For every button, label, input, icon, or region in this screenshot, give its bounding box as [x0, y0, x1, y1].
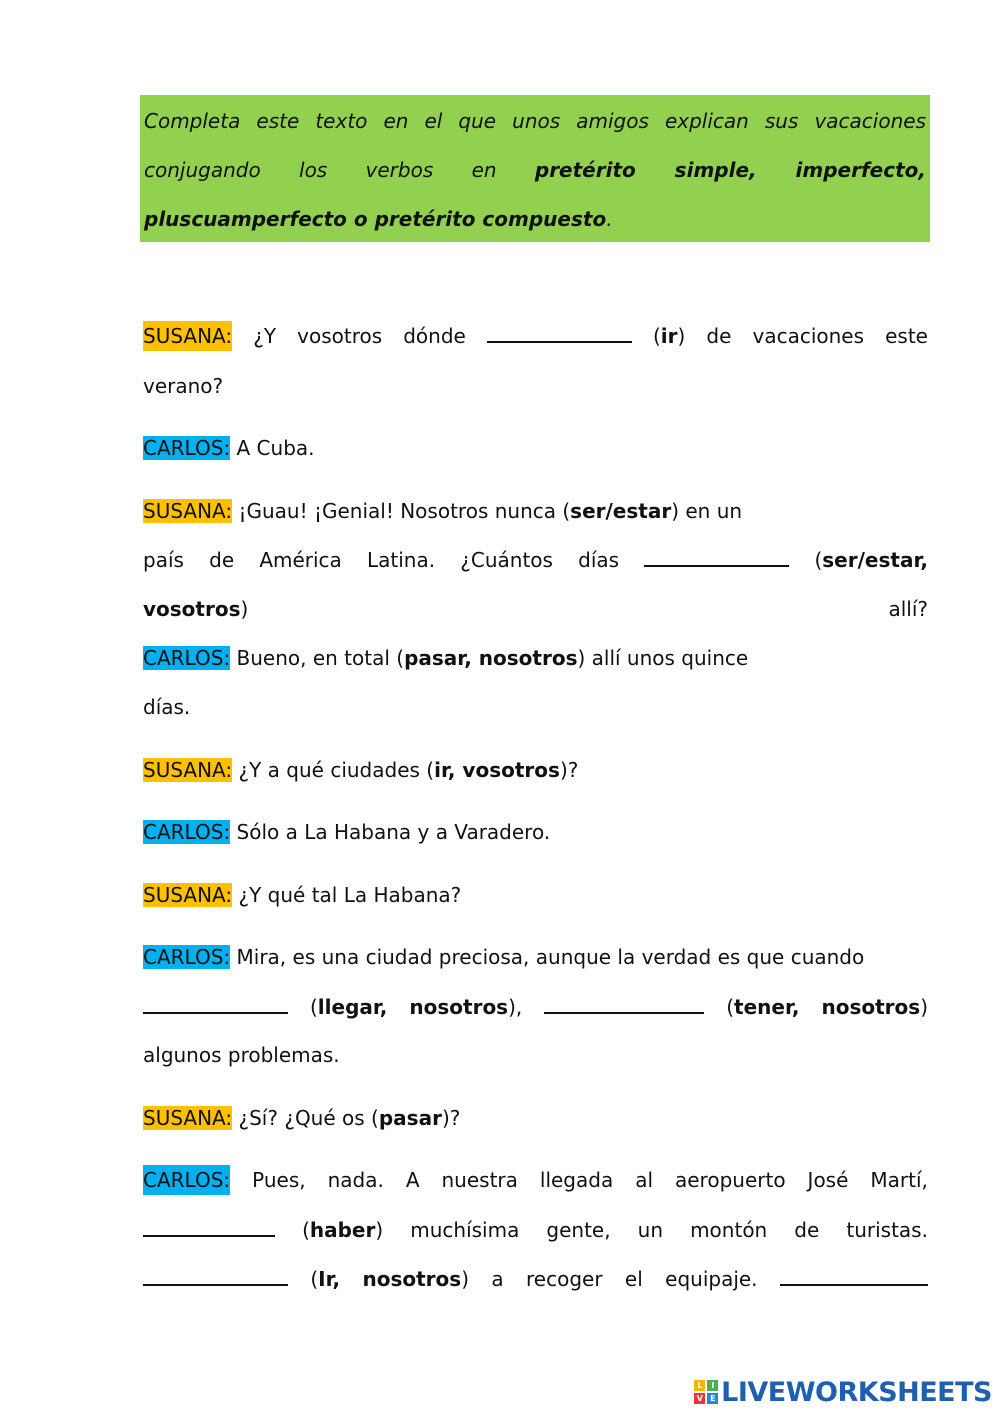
paren: )? — [559, 758, 579, 782]
dialogue-line — [143, 1264, 928, 1294]
text: de — [794, 1218, 820, 1242]
paren: ( — [562, 499, 571, 523]
dialogue-line — [143, 1103, 928, 1133]
verb: ser/estar — [570, 499, 672, 523]
paren: ), — [508, 995, 523, 1019]
verb: pasar, nosotros — [404, 646, 578, 670]
verb-hint — [143, 594, 248, 624]
verb-hint — [409, 992, 522, 1022]
liveworksheets-logo[interactable] — [694, 1374, 992, 1410]
text: muchísima — [410, 1218, 520, 1242]
dialogue-line — [143, 692, 928, 722]
text: a — [491, 1267, 504, 1291]
verb: nosotros — [409, 995, 509, 1019]
speaker-susana: SUSANA: — [143, 1106, 233, 1130]
instructions-period: . — [606, 207, 613, 231]
paren: ( — [371, 1106, 379, 1130]
text: equipaje. — [665, 1267, 758, 1291]
text: aeropuerto — [675, 1168, 786, 1192]
answer-blank[interactable] — [644, 545, 789, 567]
verb: vosotros — [143, 597, 241, 621]
text: recoger — [526, 1267, 603, 1291]
text: América — [259, 548, 342, 572]
paren: ) — [677, 324, 686, 348]
text: José — [807, 1168, 849, 1192]
dialogue-line — [143, 817, 928, 847]
answer-blank[interactable] — [487, 321, 632, 343]
dialogue-line — [143, 433, 928, 463]
text: Mira, es una ciudad preciosa, aunque la verdad es que cuando — [236, 945, 865, 969]
verb-hint — [653, 321, 685, 351]
text: A — [405, 1168, 420, 1192]
verb: Ir, — [318, 1267, 341, 1291]
paren: ( — [814, 548, 823, 572]
text: dónde — [403, 324, 466, 348]
verb-hint — [310, 992, 387, 1022]
logo-mark-letter: L — [694, 1380, 705, 1391]
verb-hint — [310, 1264, 340, 1294]
text: llegada — [539, 1168, 614, 1192]
text: al — [635, 1168, 654, 1192]
speaker-susana: SUSANA: — [143, 883, 233, 907]
paren: ) — [461, 1267, 470, 1291]
speaker-susana: SUSANA: — [143, 758, 233, 782]
dialogue-line — [143, 321, 928, 351]
speaker-carlos: CARLOS: — [143, 820, 231, 844]
verb-hint — [814, 545, 928, 575]
paren: ( — [310, 1267, 319, 1291]
text: Martí, — [870, 1168, 928, 1192]
speaker-carlos: CARLOS: — [143, 945, 231, 969]
verb-hint — [726, 992, 799, 1022]
instructions-text: Completa este texto en el que unos amigos explican sus vacaciones conjugando los verbos en — [144, 109, 926, 182]
text: allí? — [888, 597, 928, 621]
paren: ) — [375, 1218, 384, 1242]
dialogue-line — [143, 594, 928, 624]
paren: ) — [920, 995, 928, 1019]
text: vosotros — [297, 324, 383, 348]
paren: ( — [309, 995, 318, 1019]
text: ¡Guau! ¡Genial! Nosotros nunca — [238, 499, 563, 523]
dialogue-line — [143, 496, 928, 526]
logo-mark-letter: E — [707, 1393, 718, 1404]
paren: ( — [426, 758, 435, 782]
paren: ) — [240, 597, 249, 621]
speaker-susana: SUSANA: — [143, 321, 232, 351]
text: ¿Sí? ¿Qué os — [238, 1106, 372, 1130]
text: país — [143, 548, 184, 572]
text: ¿Y — [253, 324, 277, 348]
dialogue-line — [143, 1040, 928, 1070]
paren: ( — [396, 646, 405, 670]
verb: ir, vosotros — [434, 758, 560, 782]
verb: ser/estar, — [822, 548, 928, 572]
text: A Cuba. — [236, 436, 315, 460]
dialogue-line — [143, 371, 928, 401]
text: de — [706, 324, 732, 348]
answer-blank[interactable] — [544, 992, 704, 1014]
text: verano? — [143, 374, 224, 398]
text: este — [885, 324, 928, 348]
text: gente, — [546, 1218, 611, 1242]
text: vacaciones — [752, 324, 865, 348]
dialogue-line — [143, 545, 928, 575]
dialogue-line — [143, 992, 928, 1022]
answer-blank[interactable] — [143, 992, 288, 1014]
verb: llegar, — [317, 995, 388, 1019]
text: montón — [690, 1218, 768, 1242]
speaker-carlos: CARLOS: — [143, 1165, 230, 1195]
liveworksheets-logo-icon — [694, 1380, 718, 1404]
text: nuestra — [441, 1168, 518, 1192]
dialogue-line — [143, 755, 928, 785]
speaker-carlos: CARLOS: — [143, 436, 231, 460]
answer-blank[interactable] — [143, 1264, 288, 1286]
text: el — [624, 1267, 643, 1291]
verb-hint — [821, 992, 928, 1022]
paren: )? — [441, 1106, 461, 1130]
verb-hint — [363, 1264, 470, 1294]
paren: ( — [652, 324, 661, 348]
paren: ( — [302, 1218, 310, 1242]
dialogue-line — [143, 1165, 928, 1195]
verb: pasar — [378, 1106, 442, 1130]
text: Latina. — [367, 548, 436, 572]
dialogue-line — [143, 942, 928, 972]
paren: ( — [726, 995, 735, 1019]
text: ) en un — [671, 499, 743, 523]
text: algunos problemas. — [143, 1043, 340, 1067]
logo-mark-letter: V — [694, 1393, 705, 1404]
dialogue-line — [143, 880, 928, 910]
text: ¿Cuántos — [460, 548, 553, 572]
text: ¿Y a qué ciudades — [238, 758, 427, 782]
text: días — [578, 548, 620, 572]
logo-mark-letter: I — [707, 1380, 718, 1391]
text: ) allí unos quince — [577, 646, 749, 670]
text: nada. — [327, 1168, 384, 1192]
dialogue-line — [143, 1215, 928, 1245]
text: de — [209, 548, 235, 572]
speaker-carlos: CARLOS: — [143, 646, 231, 670]
text: Pues, — [252, 1168, 306, 1192]
answer-blank[interactable] — [143, 1215, 275, 1237]
verb: nosotros — [821, 995, 921, 1019]
verb: nosotros — [362, 1267, 462, 1291]
verb: haber — [309, 1218, 376, 1242]
verb-hint — [302, 1215, 383, 1245]
text: Bueno, en total — [236, 646, 397, 670]
text: días. — [143, 695, 191, 719]
text: ¿Y qué tal La Habana? — [238, 883, 462, 907]
text: un — [637, 1218, 664, 1242]
text: turistas. — [846, 1218, 928, 1242]
instructions-bold-tenses: pretérito simple, imperfecto, pluscuamperfecto o pretérito compuesto — [144, 158, 926, 231]
dialogue-line — [143, 643, 928, 673]
text: Sólo a La Habana y a Varadero. — [236, 820, 551, 844]
instructions-box — [140, 95, 930, 242]
liveworksheets-logo-text: LIVEWORKSHEETS — [721, 1376, 992, 1408]
speaker-susana: SUSANA: — [143, 499, 233, 523]
verb: tener, — [734, 995, 800, 1019]
answer-blank[interactable] — [780, 1264, 928, 1286]
verb: ir — [660, 324, 678, 348]
